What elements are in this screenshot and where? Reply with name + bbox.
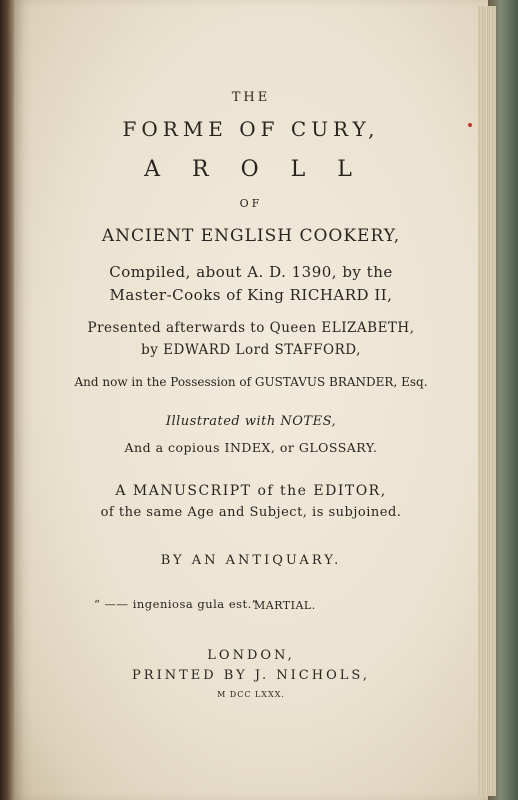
- imprint-london: LONDON,: [207, 648, 295, 663]
- title-a-roll: A R O L L: [144, 157, 358, 182]
- subtitle-ancient-english-cookery: ANCIENT ENGLISH COOKERY,: [101, 226, 401, 246]
- line-manuscript: A MANUSCRIPT of the EDITOR,: [115, 483, 387, 499]
- line-compiled: Compiled, about A. D. 1390, by the: [109, 263, 393, 281]
- imprint-printer: PRINTED BY J. NICHOLS,: [132, 668, 370, 683]
- line-index: And a copious INDEX, or GLOSSARY.: [124, 440, 378, 455]
- line-illustrated: Illustrated with NOTES,: [165, 414, 337, 429]
- title-of: OF: [239, 197, 263, 210]
- imprint-date: M DCC LXXX.: [217, 690, 285, 699]
- epigraph-attribution: MARTIAL.: [254, 599, 316, 612]
- line-master-cooks: Master-Cooks of King RICHARD II,: [109, 286, 393, 304]
- line-same-age: of the same Age and Subject, is subjoined.: [100, 505, 402, 520]
- line-by-antiquary: BY AN ANTIQUARY.: [160, 553, 342, 568]
- title-forme-of-cury: FORME OF CURY,: [122, 117, 380, 141]
- line-presented: Presented afterwards to Queen ELIZABETH,: [87, 320, 415, 336]
- line-possession: And now in the Possession of GUSTAVUS BRANDER, Esq.: [74, 375, 428, 389]
- epigraph-quote: “ —— ingeniosa gula est.”: [94, 597, 259, 611]
- title-the: THE: [231, 90, 271, 105]
- line-edward-stafford: by EDWARD Lord STAFFORD,: [141, 342, 361, 358]
